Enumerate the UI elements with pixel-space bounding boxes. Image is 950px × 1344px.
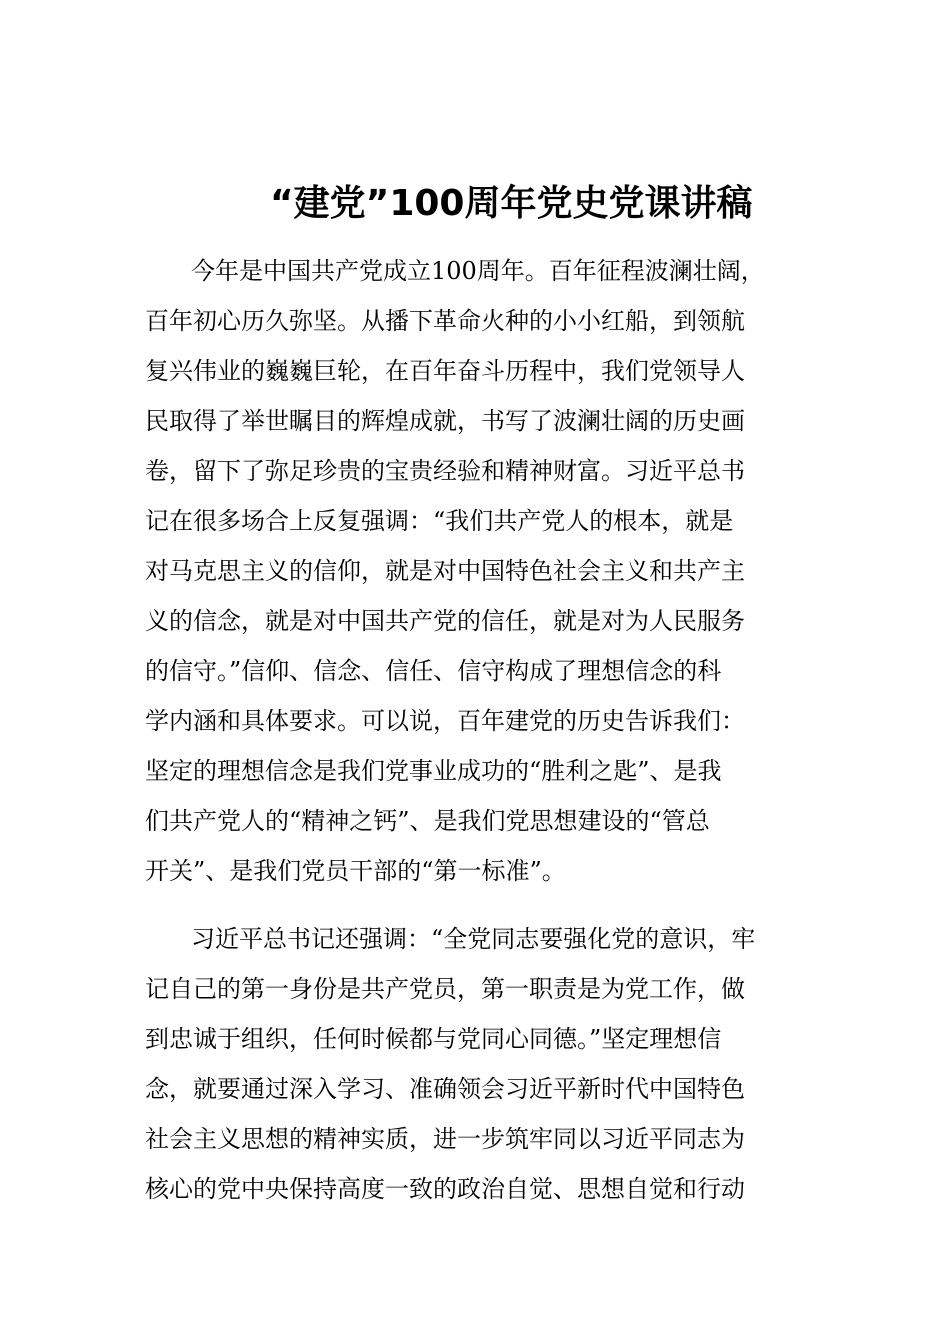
text-line: 的信守。”信仰、信念、信任、信守构成了理想信念的科 (145, 657, 722, 685)
document-title: “建党”100周年党史党课讲稿 (270, 183, 753, 224)
text-line: 到忠诚于组织，任何时候都与党同心同德。”坚定理想信 (145, 1025, 722, 1053)
paragraph-1 (145, 246, 805, 896)
text-line: 记在很多场合上反复强调：“我们共产党人的根本，就是 (145, 507, 734, 535)
text-line: 社会主义思想的精神实质，进一步筑牢同以习近平同志为 (145, 1125, 745, 1153)
text-line: 们共产党人的“精神之钙”、是我们党思想建设的“管总 (145, 807, 710, 835)
text-line: 坚定的理想信念是我们党事业成功的“胜利之匙”、是我 (145, 757, 722, 785)
paragraph-2 (145, 914, 805, 1214)
text-line: 义的信念，就是对中国共产党的信任，就是对为人民服务 (145, 607, 745, 635)
text-line: 核心的党中央保持高度一致的政治自觉、思想自觉和行动 (145, 1175, 745, 1203)
text-line: 卷，留下了弥足珍贵的宝贵经验和精神财富。习近平总书 (145, 457, 745, 485)
text-line: 记自己的第一身份是共产党员，第一职责是为党工作，做 (145, 975, 745, 1003)
text-line: 开关”、是我们党员干部的“第一标准”。 (145, 857, 566, 885)
text-line: 民取得了举世瞩目的辉煌成就，书写了波澜壮阔的历史画 (145, 407, 745, 435)
text-line: 百年初心历久弥坚。从播下革命火种的小小红船，到领航 (145, 307, 745, 335)
text-line: 学内涵和具体要求。可以说，百年建党的历史告诉我们： (145, 707, 745, 735)
text-line: 念，就要通过深入学习、准确领会习近平新时代中国特色 (145, 1075, 745, 1103)
text-line: 对马克思主义的信仰，就是对中国特色社会主义和共产主 (145, 557, 745, 585)
text-line: 习近平总书记还强调：“全党同志要强化党的意识，牢 (191, 925, 756, 953)
text-line: 今年是中国共产党成立100周年。百年征程波澜壮阔， (191, 257, 765, 285)
text-line: 复兴伟业的巍巍巨轮，在百年奋斗历程中，我们党领导人 (145, 357, 745, 385)
